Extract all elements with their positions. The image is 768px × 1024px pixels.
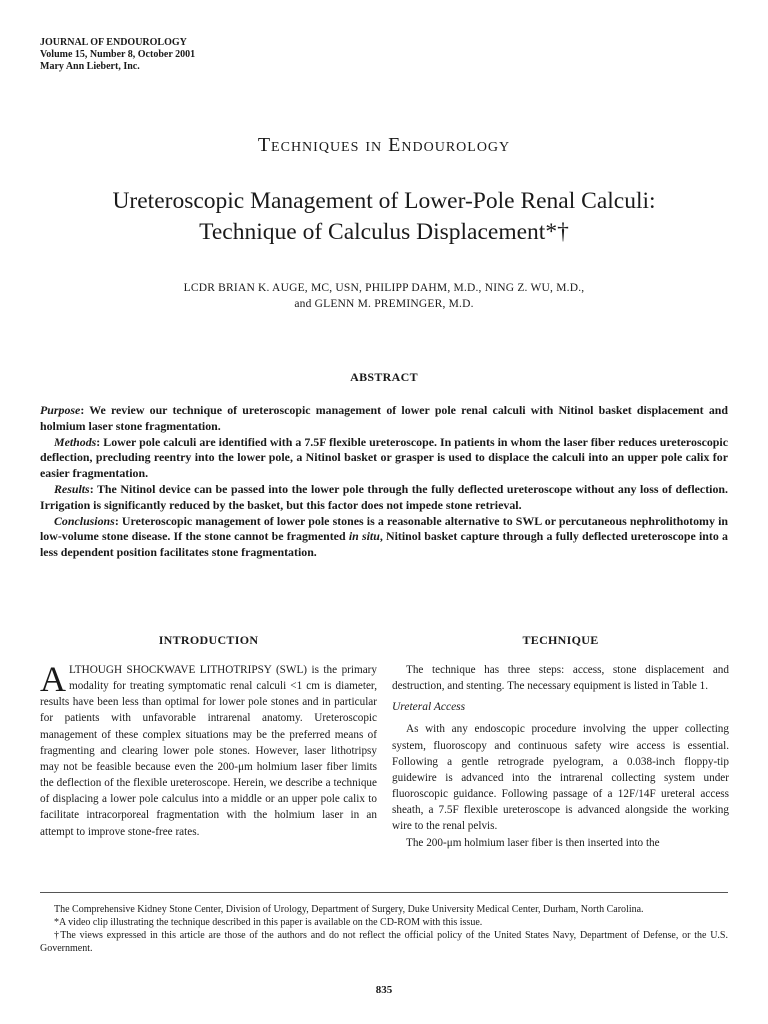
footnote-affiliation: The Comprehensive Kidney Stone Center, Division of Urology, Department of Surgery, Duke University Medical Center, Durham, North Carolina.: [54, 904, 644, 915]
ureteral-access-subheading: Ureteral Access: [392, 701, 466, 714]
author-list: [40, 280, 728, 312]
abstract-heading: ABSTRACT: [350, 370, 418, 384]
technique-body: [392, 662, 729, 851]
introduction-text: LTHOUGH SHOCKWAVE LITHOTRIPSY (SWL) is the primary modality for treating symptomatic renal calculi <1 cm is diameter, results have been less than optimal for lower pole stones and in particular for patients with unfavorable intrarenal anatomy. Ureteroscopic management of these complex situations may be the preferred means of fragmenting and clearing lower pole stones. However, laser lithotripsy may not be feasible because even the 200-μm holmium laser fiber limits the deflection of the flexible ureteroscope. Herein, we describe a technique of displacing a lower pole calculus into a middle or an upper pole calix to facilitate intracorporeal fragmentation with the holmium laser in an attempt to improve stone-free rates.: [40, 664, 377, 838]
article-title-line-1: Ureteroscopic Management of Lower-Pole Renal Calculi:: [112, 188, 656, 214]
abstract-results: [40, 482, 728, 514]
methods-text: : Lower pole calculi are identified with a 7.5F flexible ureteroscope. In patients in whom the laser fiber reduces ureteroscopic deflection, precluding reentry into the lower pole, a Nitinol basket or grasper is used to displace the calculi into an upper pole calix for easier fragmentation.: [40, 434, 728, 481]
article-title: [40, 186, 728, 248]
author-line-2: and GLENN M. PREMINGER, M.D.: [294, 298, 474, 310]
section-title: Techniques in Endourology: [257, 134, 511, 156]
conclusions-italic: in situ: [348, 529, 380, 544]
technique-paragraph-1: The technique has three steps: access, stone displacement and destruction, and stenting. The necessary equipment is listed in Table 1.: [392, 664, 729, 693]
abstract-purpose: [40, 403, 728, 435]
technique-paragraph-3: The 200-μm holmium laser fiber is then inserted into the: [406, 836, 660, 849]
footnote-disclaimer: †The views expressed in this article are those of the authors and do not reflect the official policy of the United States Navy, Department of Defense, or the U.S. Government.: [40, 930, 728, 954]
abstract-body: [40, 403, 728, 561]
journal-publisher: Mary Ann Liebert, Inc.: [40, 61, 140, 72]
introduction-body: [40, 659, 377, 840]
author-line-1: LCDR BRIAN K. AUGE, MC, USN, PHILIPP DAHM, M.D., NING Z. WU, M.D.,: [183, 282, 585, 294]
purpose-label: Purpose: [40, 403, 81, 417]
journal-name: JOURNAL OF ENDOUROLOGY: [40, 37, 187, 48]
introduction-paragraph: [40, 659, 377, 840]
abstract-methods: [40, 435, 728, 482]
methods-label: Methods: [54, 434, 97, 449]
drop-cap: A: [40, 659, 66, 699]
article-title-line-2: Technique of Calculus Displacement*†: [199, 219, 569, 245]
introduction-heading: INTRODUCTION: [158, 633, 259, 647]
technique-paragraph-2: As with any endoscopic procedure involving the upper collecting system, fluoroscopy and continuous safety wire access is essential. Following a gentle retrograde pyelogram, a 0.038-inch floppy-tip guidewire is advanced into the intrarenal collecting system under fluoroscopic guidance. Following passage of a 12F/14F ureteral access sheath, a 7.5F flexible ureteroscope is advanced alongside the working wire to the renal pelvis.: [392, 723, 729, 833]
footnote-video: *A video clip illustrating the technique described in this paper is available on the CD-ROM with this issue.: [54, 917, 483, 928]
footnote-divider: [40, 892, 728, 893]
technique-heading: TECHNIQUE: [522, 633, 599, 647]
journal-volume: Volume 15, Number 8, October 2001: [40, 49, 196, 60]
page-number: 835: [375, 984, 393, 996]
abstract-conclusions: [40, 514, 728, 561]
conclusions-label: Conclusions: [54, 513, 115, 528]
conclusions-text-b: , Nitinol basket capture through a fully deflected ureteroscope into a less dependent position facilitates stone fragmentation.: [40, 529, 728, 560]
journal-header: [40, 37, 195, 73]
results-label: Results: [54, 481, 90, 496]
purpose-text: : We review our technique of ureteroscopic management of lower pole renal calculi with Nitinol basket displacement and holmium laser stone fragmentation.: [40, 403, 728, 433]
footnotes: [40, 903, 728, 955]
conclusions-text-a: : Ureteroscopic management of lower pole stones is a reasonable alternative to SWL or percutaneous nephrolithotomy in low-volume stone disease. If the stone cannot be fragmented: [40, 513, 728, 544]
results-text: : The Nitinol device can be passed into the lower pole through the fully deflected ureteroscope without any loss of deflection. Irrigation is significantly reduced by the basket, but this factor does not impede stone retrieval.: [40, 481, 728, 512]
